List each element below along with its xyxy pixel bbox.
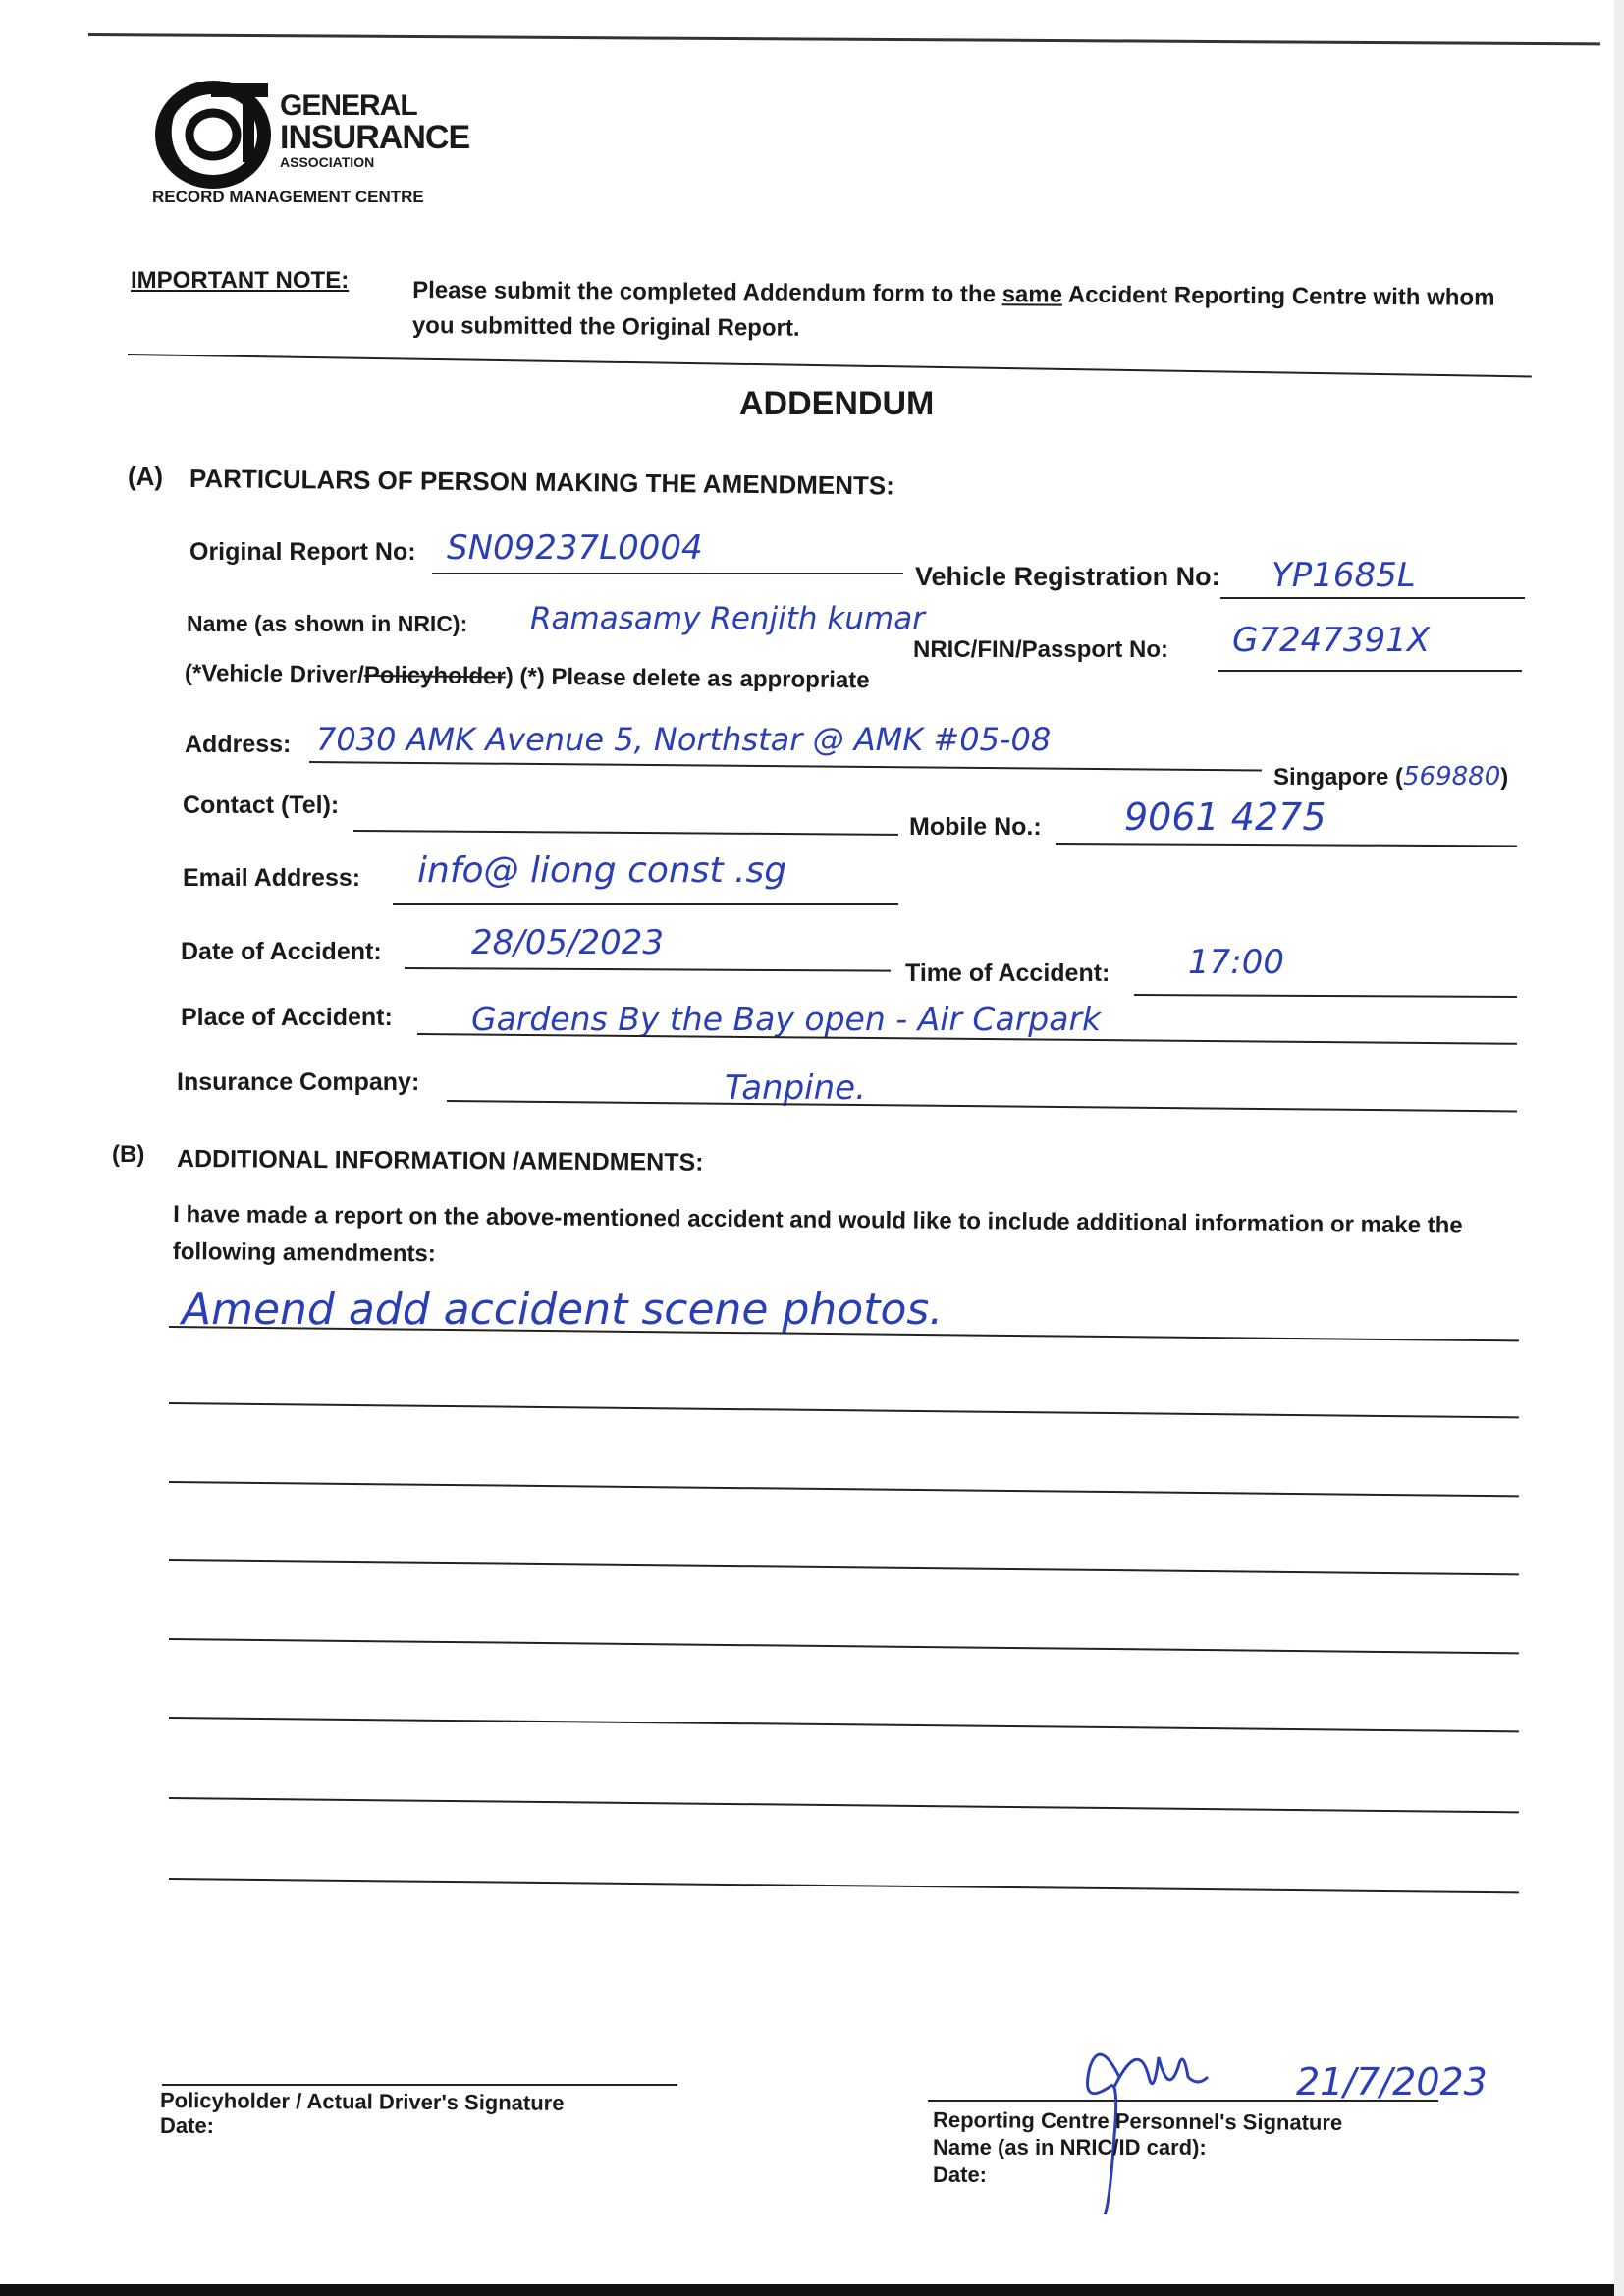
original-report-line — [432, 573, 903, 574]
page-title: ADDENDUM — [739, 385, 935, 422]
place-value: Gardens By the Bay open - Air Carpark — [471, 1000, 1102, 1038]
name-label: Name (as shown in NRIC): — [187, 611, 468, 636]
amendment-line — [169, 1481, 1519, 1497]
name-value: Ramasamy Renjith kumar — [530, 601, 925, 636]
right-date-label: Date: — [933, 2162, 988, 2187]
section-a-heading: PARTICULARS OF PERSON MAKING THE AMENDMENTS: — [189, 464, 895, 501]
insurance-line — [447, 1100, 1517, 1112]
address-value: 7030 AMK Avenue 5, Northstar @ AMK #05-08 — [316, 721, 1052, 758]
amendment-line — [169, 1878, 1519, 1893]
scan-bottom-edge — [0, 2284, 1624, 2296]
left-signature-line — [162, 2084, 677, 2086]
place-value-continued: Tanpine. — [725, 1068, 866, 1108]
amendment-line — [169, 1638, 1519, 1654]
time-line — [1134, 994, 1517, 998]
amendment-line — [169, 1559, 1519, 1575]
section-b-marker: (B) — [112, 1141, 145, 1168]
mobile-value: 9061 4275 — [1124, 795, 1326, 839]
date-value: 28/05/2023 — [471, 923, 664, 962]
email-line — [393, 903, 898, 905]
logo-line1: GENERAL — [280, 89, 417, 122]
left-signature-label: Policyholder / Actual Driver's Signature — [159, 2088, 565, 2115]
amendment-line — [169, 1717, 1519, 1732]
singapore-label: Singapore (569880) — [1273, 762, 1509, 792]
date-line — [405, 967, 891, 972]
amendment-line — [169, 1797, 1519, 1813]
original-report-label: Original Report No: — [189, 538, 416, 566]
role-line: (*Vehicle Driver/Policyholder) (*) Please delete as appropriate — [184, 660, 870, 694]
logo-line2: INSURANCE — [280, 119, 470, 156]
address-label: Address: — [185, 731, 292, 758]
nric-label: NRIC/FIN/Passport No: — [913, 636, 1169, 663]
important-note-text: Please submit the completed Addendum form to the same Accident Reporting Centre with whom you submitted the Original Report. — [411, 277, 1495, 342]
date-label: Date of Accident: — [181, 938, 382, 965]
original-report-value: SN09237L0004 — [447, 528, 703, 568]
important-note-label: IMPORTANT NOTE: — [131, 267, 350, 294]
time-label: Time of Accident: — [905, 959, 1110, 987]
email-label: Email Address: — [183, 864, 361, 892]
left-date-label: Date: — [160, 2113, 215, 2138]
logo-subtitle: RECORD MANAGEMENT CENTRE — [152, 188, 424, 206]
gia-logo — [152, 74, 476, 221]
amendment-text: Amend add accident scene photos. — [182, 1285, 944, 1335]
right-name-label: Name (as in NRIC/ID card): — [933, 2135, 1207, 2159]
vehicle-reg-value: YP1685L — [1272, 556, 1416, 595]
right-date-value: 21/7/2023 — [1296, 2060, 1488, 2104]
note-divider — [128, 354, 1532, 377]
address-line — [309, 761, 1262, 771]
logo-line3: ASSOCIATION — [280, 154, 375, 170]
email-value: info@ liong const .sg — [417, 850, 787, 891]
contact-label: Contact (Tel): — [183, 792, 340, 819]
mobile-line — [1056, 843, 1517, 847]
section-b-intro: I have made a report on the above-mentioned accident and would like to include additional information or make the following amendments: — [172, 1201, 1463, 1268]
nric-line — [1218, 670, 1522, 672]
mobile-label: Mobile No.: — [909, 813, 1042, 841]
place-label: Place of Accident: — [181, 1004, 393, 1031]
section-a-marker: (A) — [128, 462, 164, 491]
nric-value: G7247391X — [1232, 621, 1431, 660]
gia-logo-icon — [152, 74, 280, 191]
contact-line — [353, 830, 898, 836]
insurance-label: Insurance Company: — [177, 1068, 420, 1096]
vehicle-reg-line — [1220, 597, 1525, 599]
section-b-heading: ADDITIONAL INFORMATION /AMENDMENTS: — [176, 1145, 704, 1176]
right-signature-label: Reporting Centre Personnel's Signature — [932, 2107, 1343, 2135]
vehicle-reg-label: Vehicle Registration No: — [915, 562, 1220, 591]
scan-right-edge — [1614, 0, 1624, 2296]
time-value: 17:00 — [1188, 943, 1284, 982]
scan-top-border — [88, 33, 1600, 45]
amendment-line — [169, 1402, 1519, 1418]
